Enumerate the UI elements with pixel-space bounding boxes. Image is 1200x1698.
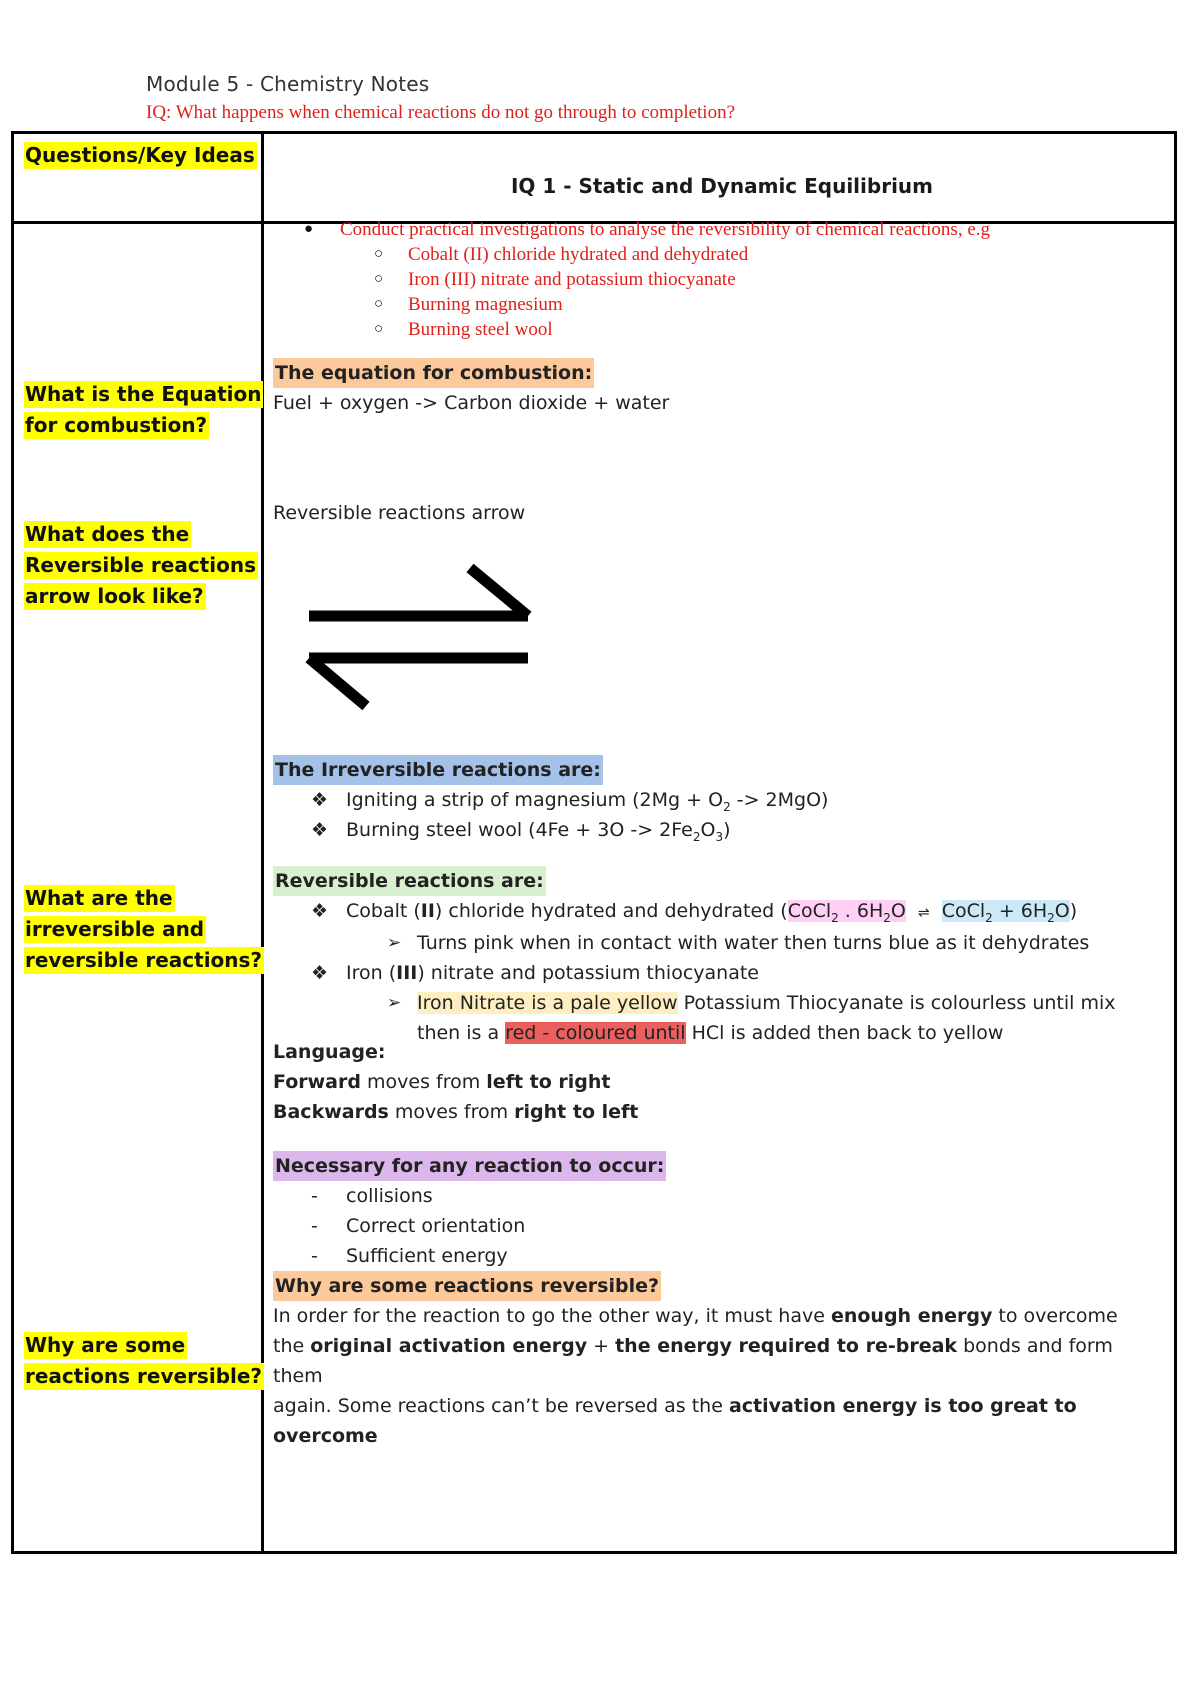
why-text: the bbox=[273, 1335, 311, 1357]
irreversible-heading: The Irreversible reactions are: bbox=[273, 755, 603, 785]
highlighted-note: red - coloured until bbox=[505, 1022, 686, 1044]
why-text: In order for the reaction to go the other way, it must have bbox=[273, 1305, 831, 1327]
language-text: moves from bbox=[388, 1101, 515, 1123]
term: Backwards bbox=[273, 1101, 389, 1123]
necessary-item bbox=[273, 1241, 1153, 1271]
why-heading: Why are some reactions reversible? bbox=[273, 1271, 661, 1301]
circle-bullet-icon: ○ bbox=[374, 246, 384, 262]
dehydrated-formula bbox=[941, 900, 1070, 925]
irreversible-block bbox=[273, 755, 1153, 845]
arrow-bullet-icon: ➢ bbox=[387, 993, 402, 1013]
term: Forward bbox=[273, 1071, 361, 1093]
inquiry-question: IQ: What happens when chemical reactions do not go through to completion? bbox=[146, 102, 736, 123]
question-reactions bbox=[24, 883, 264, 976]
irreversible-item bbox=[273, 815, 1153, 845]
syllabus-example bbox=[264, 242, 1164, 267]
roman-numeral: II bbox=[420, 900, 435, 922]
reversible-heading: Reversible reactions are: bbox=[273, 866, 546, 896]
necessary-text: collisions bbox=[346, 1185, 433, 1207]
formula-part: CoCl bbox=[941, 900, 986, 922]
necessary-block bbox=[273, 1151, 1153, 1271]
question-text: Reversible reactions bbox=[25, 553, 256, 577]
syllabus-example-text: Iron (III) nitrate and potassium thiocyanate bbox=[408, 269, 736, 290]
reversible-text: ) nitrate and potassium thiocyanate bbox=[417, 962, 759, 984]
why-bold: overcome bbox=[273, 1425, 378, 1447]
subscript: 2 bbox=[1047, 910, 1055, 925]
question-text: for combustion? bbox=[25, 413, 208, 437]
highlighted-note: Iron Nitrate is a pale yellow bbox=[417, 992, 678, 1014]
irreversible-item bbox=[273, 785, 1153, 815]
necessary-item bbox=[273, 1211, 1153, 1241]
syllabus-example-text: Burning magnesium bbox=[408, 294, 563, 315]
term: right to left bbox=[514, 1101, 639, 1123]
language-heading: Language: bbox=[273, 1041, 386, 1063]
syllabus-example bbox=[264, 267, 1164, 292]
question-why-reversible bbox=[24, 1330, 264, 1392]
syllabus-example bbox=[264, 292, 1164, 317]
combustion-heading: The equation for combustion: bbox=[273, 358, 594, 388]
irreversible-text: O bbox=[700, 819, 716, 841]
bullet-icon: ● bbox=[304, 221, 314, 237]
reversible-item bbox=[273, 896, 1153, 928]
reversible-note-text: HCl is added then back to yellow bbox=[685, 1022, 1004, 1044]
irreversible-text: ) bbox=[723, 819, 731, 841]
necessary-text: Correct orientation bbox=[346, 1215, 526, 1237]
necessary-text: Sufficient energy bbox=[346, 1245, 508, 1267]
why-block bbox=[273, 1271, 1163, 1451]
formula-part: . 6H bbox=[838, 900, 884, 922]
subscript: 2 bbox=[692, 829, 701, 844]
reversible-text: ) bbox=[1069, 900, 1078, 922]
formula-part: CoCl bbox=[787, 900, 832, 922]
dash-bullet-icon: - bbox=[311, 1185, 318, 1207]
diamond-bullet-icon: ❖ bbox=[311, 789, 329, 811]
why-text: + bbox=[587, 1335, 616, 1357]
question-text: irreversible and bbox=[25, 917, 205, 941]
question-text: What are the bbox=[25, 886, 173, 910]
formula-part: O bbox=[1054, 900, 1070, 922]
document-title: Module 5 - Chemistry Notes bbox=[146, 72, 430, 96]
document-header bbox=[146, 72, 735, 124]
diamond-bullet-icon: ❖ bbox=[311, 819, 329, 841]
why-bold: original activation energy bbox=[310, 1335, 588, 1357]
necessary-heading: Necessary for any reaction to occur: bbox=[273, 1151, 666, 1181]
reversible-note-text: Potassium Thiocyanate is colourless until mix bbox=[677, 992, 1116, 1014]
reversible-text: Cobalt ( bbox=[346, 900, 421, 922]
question-arrow bbox=[24, 519, 258, 612]
reversible-block bbox=[273, 866, 1153, 1048]
subscript: 2 bbox=[985, 910, 993, 925]
why-bold: enough energy bbox=[830, 1305, 993, 1327]
syllabus-block bbox=[264, 216, 1164, 342]
formula-part: O bbox=[890, 900, 906, 922]
syllabus-point bbox=[264, 217, 1164, 242]
question-text: arrow look like? bbox=[25, 584, 204, 608]
question-text: Why are some bbox=[25, 1333, 186, 1357]
language-block bbox=[273, 1037, 1153, 1127]
subscript: 3 bbox=[715, 829, 724, 844]
question-text: What does the bbox=[25, 522, 190, 546]
why-text: bonds and form them bbox=[273, 1335, 1113, 1387]
dash-bullet-icon: - bbox=[311, 1245, 318, 1267]
roman-numeral: III bbox=[396, 962, 418, 984]
left-header-cell bbox=[24, 140, 257, 171]
arrow-bullet-icon: ➢ bbox=[387, 933, 402, 953]
equilibrium-arrow-icon bbox=[276, 532, 576, 748]
why-bold: activation energy is too great to bbox=[728, 1395, 1077, 1417]
reversible-item bbox=[273, 958, 1153, 988]
question-combustion bbox=[24, 379, 263, 441]
diamond-bullet-icon: ❖ bbox=[311, 900, 329, 922]
syllabus-text: Conduct practical investigations to analyse the reversibility of chemical reactions, e.g bbox=[340, 219, 991, 240]
subscript: 2 bbox=[883, 910, 891, 925]
reversible-note bbox=[273, 928, 1153, 958]
arrow-caption: Reversible reactions arrow bbox=[273, 502, 526, 524]
why-text: again. Some reactions can’t be reversed as the bbox=[273, 1395, 729, 1417]
reversible-note-text: Turns pink when in contact with water then turns blue as it dehydrates bbox=[417, 932, 1090, 954]
subscript: 2 bbox=[831, 910, 839, 925]
question-text: reactions reversible? bbox=[25, 1364, 263, 1388]
equilibrium-icon: ⇌ bbox=[917, 905, 930, 921]
language-text: moves from bbox=[360, 1071, 487, 1093]
irreversible-text: -> 2MgO) bbox=[730, 789, 829, 811]
circle-bullet-icon: ○ bbox=[374, 271, 384, 287]
irreversible-text: Burning steel wool (4Fe + 3O -> 2Fe bbox=[346, 819, 693, 841]
why-text: to overcome bbox=[992, 1305, 1118, 1327]
syllabus-example bbox=[264, 317, 1164, 342]
irreversible-text: Igniting a strip of magnesium (2Mg + O bbox=[346, 789, 724, 811]
hydrated-formula bbox=[787, 900, 906, 925]
subscript: 2 bbox=[723, 799, 731, 814]
formula-part: + 6H bbox=[992, 900, 1048, 922]
question-text: What is the Equation bbox=[25, 382, 262, 406]
syllabus-example-text: Cobalt (II) chloride hydrated and dehydrated bbox=[408, 244, 749, 265]
question-text: reversible reactions? bbox=[25, 948, 263, 972]
syllabus-example-text: Burning steel wool bbox=[408, 319, 553, 340]
left-header: Questions/Key Ideas bbox=[25, 143, 255, 167]
reversible-text: ) chloride hydrated and dehydrated ( bbox=[434, 900, 788, 922]
reversible-note-text: then is a bbox=[417, 1022, 506, 1044]
dash-bullet-icon: - bbox=[311, 1215, 318, 1237]
circle-bullet-icon: ○ bbox=[374, 321, 384, 337]
right-header: IQ 1 - Static and Dynamic Equilibrium bbox=[510, 174, 934, 198]
notes-table bbox=[11, 131, 1177, 1554]
necessary-item bbox=[273, 1181, 1153, 1211]
why-bold: the energy required to re-break bbox=[615, 1335, 958, 1357]
combustion-equation: Fuel + oxygen -> Carbon dioxide + water bbox=[273, 392, 670, 414]
term: left to right bbox=[486, 1071, 611, 1093]
circle-bullet-icon: ○ bbox=[374, 296, 384, 312]
combustion-block bbox=[273, 358, 1153, 418]
reversible-text: Iron ( bbox=[346, 962, 397, 984]
diamond-bullet-icon: ❖ bbox=[311, 962, 329, 984]
